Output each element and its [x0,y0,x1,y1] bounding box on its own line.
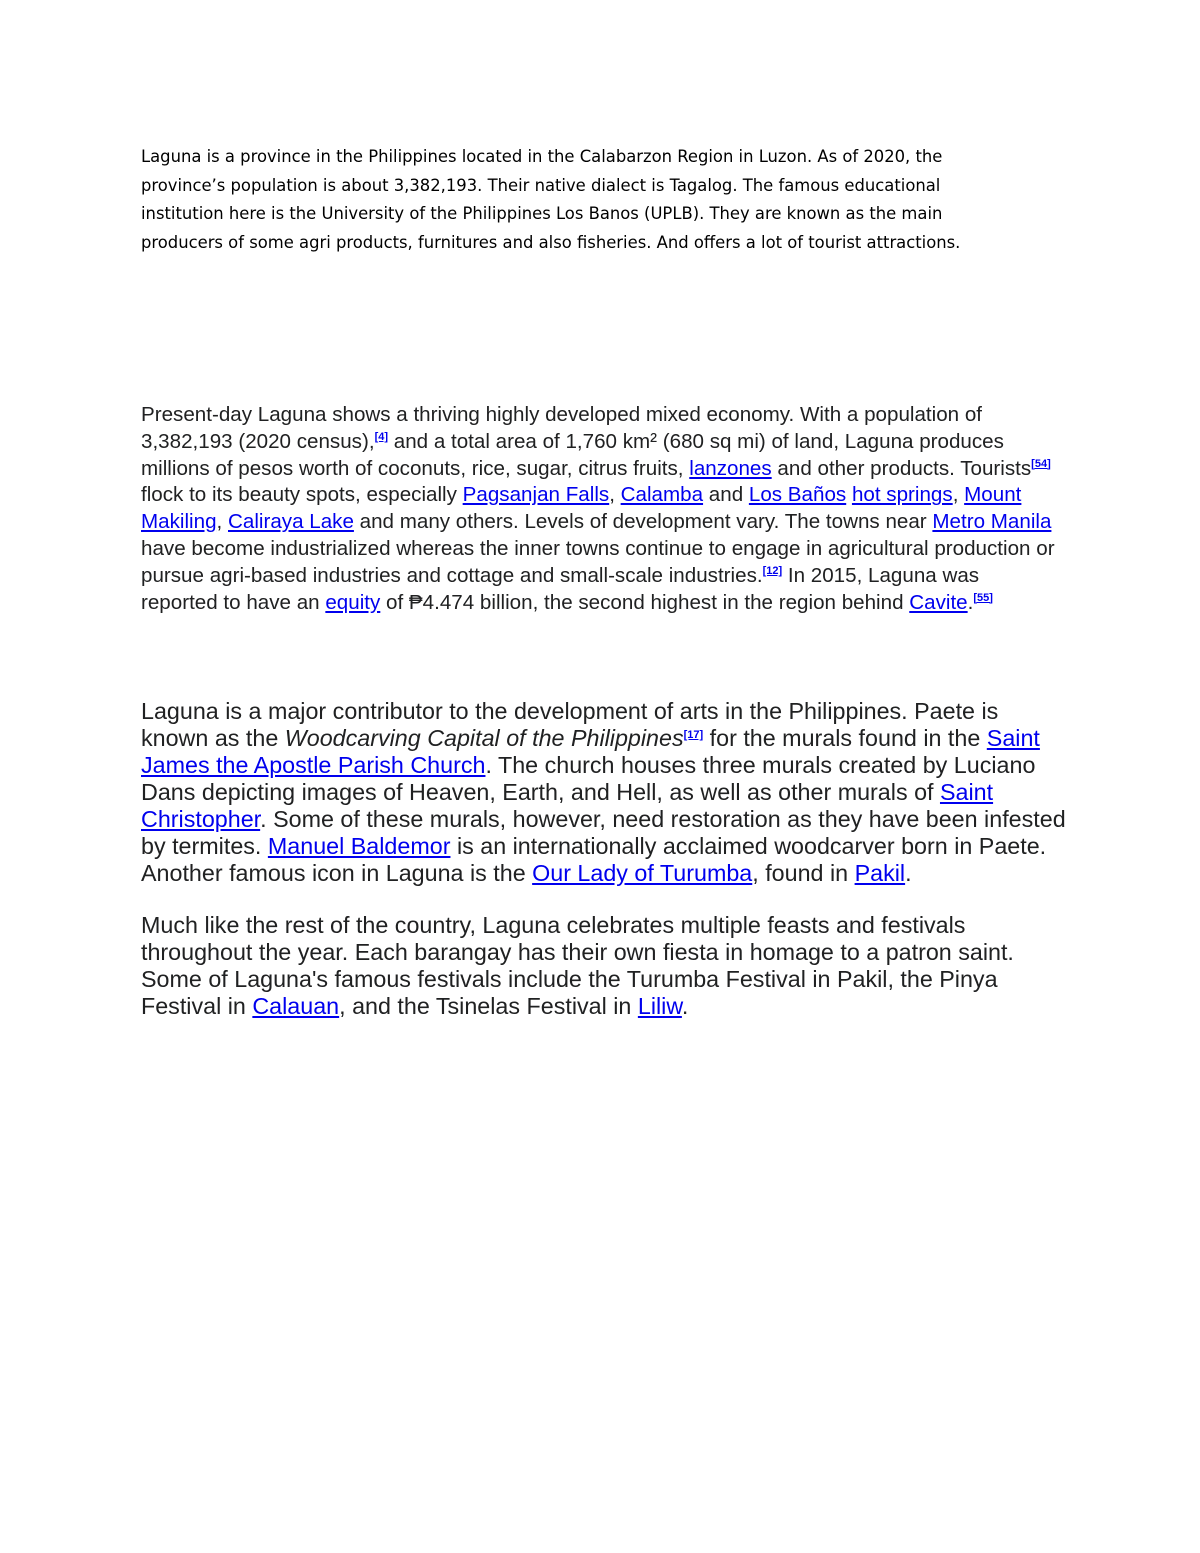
woodcarving-capital-title: Woodcarving Capital of the Philippines [284,725,684,751]
link-calamba[interactable]: Calamba [620,483,704,507]
arts-text-1: Laguna is a major contributor to the development of arts in the Philippines. Paete is known as the [141,698,999,751]
link-equity[interactable]: equity [325,590,381,614]
link-caliraya-lake[interactable]: Caliraya Lake [228,510,354,534]
link-calauan[interactable]: Calauan [252,993,340,1019]
economy-text-6: and [703,483,749,507]
arts-text-4: . Some of these murals, however, need restoration as they have been infested by termites. [141,806,1066,859]
footnote-link-woodcarving[interactable]: [17] [683,729,704,741]
arts-text-6: , found in [752,860,855,886]
footnote-link-tourists[interactable]: [54] [1031,457,1051,470]
economy-text-8: , [952,483,965,507]
economy-text-1: Present-day Laguna shows a thriving highly developed mixed economy. With a population of 3,382,193 (2020 census), [141,403,983,453]
economy-text-12: In 2015, Laguna was reported to have an [141,563,980,614]
footnote-link-census[interactable]: [4] [374,430,389,443]
footnote-link-cavite[interactable]: [55] [973,591,993,604]
arts-text-2: for the murals found in the [703,725,987,751]
arts-text-7: . [905,860,912,886]
link-cavite[interactable]: Cavite [909,590,968,614]
link-lanzones[interactable]: lanzones [689,456,772,480]
footnote-ref-woodcarving[interactable] [684,729,704,741]
link-metro-manila[interactable]: Metro Manila [932,510,1052,534]
link-mount-makiling[interactable]: Mount Makiling [141,483,1022,534]
link-pagsanjan-falls[interactable]: Pagsanjan Falls [462,483,610,507]
economy-text-9: , [216,510,228,534]
arts-text-5: is an internationally acclaimed woodcarver born in Paete. Another famous icon in Laguna is the [141,833,1047,886]
link-saint-christopher[interactable]: Saint Christopher [141,779,994,832]
footnote-link-industries[interactable]: [12] [762,564,783,577]
link-our-lady-of-turumba[interactable]: Our Lady of Turumba [532,860,753,886]
economy-text-14: . [967,590,974,614]
link-saint-james-church[interactable]: Saint James the Apostle Parish Church [141,725,1040,778]
festivals-text-3: . [681,993,689,1019]
footnote-ref-tourists[interactable] [1031,458,1051,470]
intro-paragraph: Laguna is a province in the Philippines located in the Calabarzon Region in Luzon. As of 2020, the province’s population is about 3,382,193. Their native dialect is Tagalog. The famous educational institution here is the University of the Philippines Los Banos (UPLB). They are known as the main producers of some agri products, furnitures and also fisheries. And offers a lot of tourist attractions. [141,147,961,252]
economy-text-2: and a total area of 1,760 km² (680 sq mi) of land, Laguna produces millions of pesos worth of coconuts, rice, sugar, citrus fruits, [141,429,1004,480]
economy-text-10: and many others. Levels of development vary. The towns near [353,510,933,534]
link-pakil[interactable]: Pakil [854,860,906,886]
economy-paragraph [141,402,1061,616]
festivals-paragraph [141,912,1071,1020]
festivals-text-2: , and the Tsinelas Festival in [339,993,638,1019]
economy-text-4: flock to its beauty spots, especially [141,483,463,507]
link-los-banos[interactable]: Los Baños [748,483,847,507]
festivals-text-1: Much like the rest of the country, Laguna celebrates multiple feasts and festivals throughout the year. Each barangay has their own fiesta in homage to a patron saint. Some of Laguna's famous festivals include the Turumba Festival in Pakil, the Pinya Festival in [141,912,1014,1019]
footnote-ref-census[interactable] [375,431,388,443]
economy-text-5: , [609,483,621,507]
economy-text-11: have become industrialized whereas the inner towns continue to engage in agricultural production or pursue agri-based industries and cottage and small-scale industries. [141,536,1055,587]
arts-text-3: . The church houses three murals created by Luciano Dans depicting images of Heaven, Earth, and Hell, as well as other murals of [141,752,1036,805]
footnote-ref-cavite[interactable] [973,592,993,604]
footnote-ref-industries[interactable] [763,565,783,577]
economy-text-3: and other products. Tourists [771,456,1032,480]
economy-text-13: of ₱4.474 billion, the second highest in the region behind [380,590,910,614]
link-hot-springs[interactable]: hot springs [851,483,953,507]
link-liliw[interactable]: Liliw [637,993,682,1019]
link-manuel-baldemor[interactable]: Manuel Baldemor [267,833,451,859]
arts-paragraph [141,698,1071,887]
